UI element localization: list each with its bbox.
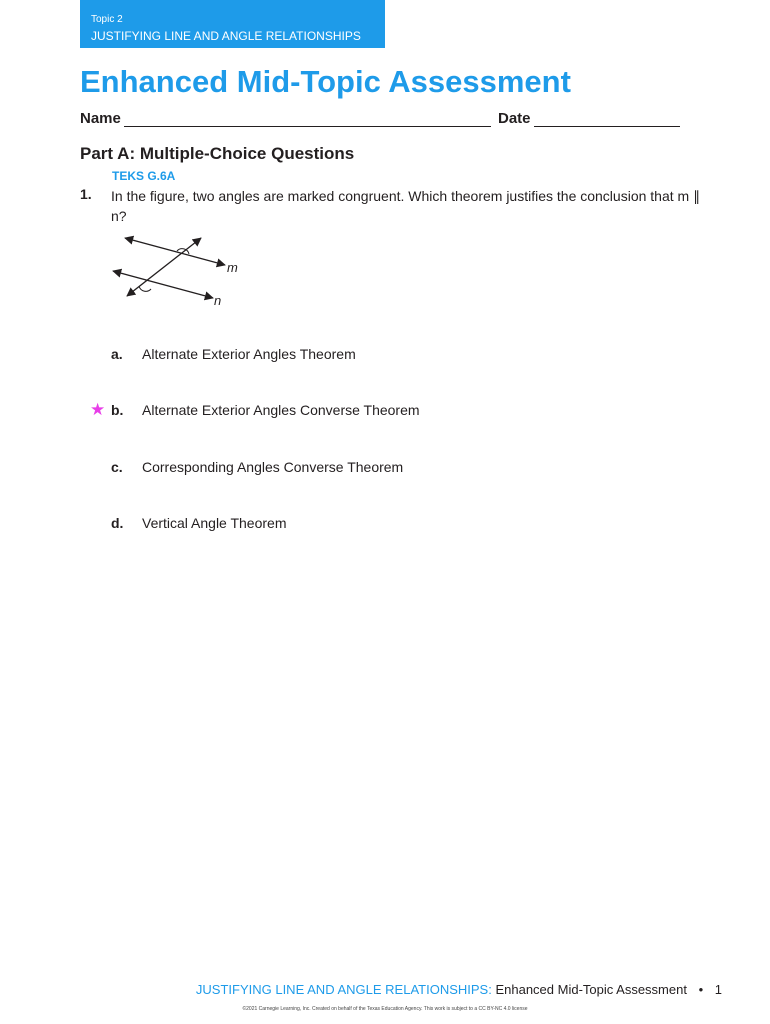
topic-banner: [80, 0, 385, 48]
parallel-lines-figure: [105, 230, 255, 320]
line-n: [113, 271, 213, 298]
copyright-notice: ©2021 Carnegie Learning, Inc. Created on behalf of the Texas Education Agency. This work is subject to a CC BY-NC 4.0 license: [242, 1006, 528, 1012]
line-m: [125, 238, 225, 265]
teks-label: TEKS G.6A: [112, 169, 176, 183]
transversal: [127, 238, 201, 296]
page-title: Enhanced Mid-Topic Assessment: [80, 64, 571, 99]
choice-b[interactable]: [90, 400, 590, 420]
choice-text: Alternate Exterior Angles Theorem: [142, 346, 356, 362]
question-text: In the figure, two angles are marked congruent. Which theorem justifies the conclusion that m ∥ n?: [111, 188, 701, 224]
question-number: 1.: [80, 186, 92, 202]
label-n: n: [214, 293, 222, 308]
date-label: Date: [498, 110, 531, 127]
name-label: Name: [80, 110, 121, 127]
figure-svg: [105, 230, 255, 315]
star-icon: ★: [90, 400, 106, 419]
part-heading: Part A: Multiple-Choice Questions: [80, 144, 355, 163]
label-m: m: [227, 260, 238, 275]
choice-d[interactable]: [90, 513, 590, 533]
footer-topic: JUSTIFYING LINE AND ANGLE RELATIONSHIPS:: [195, 982, 492, 997]
choice-text: Corresponding Angles Converse Theorem: [142, 459, 404, 475]
angle-mark-bottom: [139, 286, 151, 291]
choice-c[interactable]: [90, 457, 590, 477]
choice-letter: d.: [111, 515, 124, 531]
choice-letter: a.: [111, 346, 123, 362]
topic-title: JUSTIFYING LINE AND ANGLE RELATIONSHIPS: [91, 29, 361, 43]
page-footer: [196, 982, 722, 997]
choice-text: Alternate Exterior Angles Converse Theorem: [142, 402, 420, 418]
choice-text: Vertical Angle Theorem: [142, 515, 287, 531]
choice-a[interactable]: [90, 344, 590, 364]
topic-label: Topic 2: [91, 14, 123, 25]
date-line[interactable]: [534, 112, 680, 127]
choice-letter: b.: [111, 402, 124, 418]
footer-doc: Enhanced Mid-Topic Assessment: [495, 982, 687, 997]
date-field[interactable]: [498, 110, 680, 127]
page-number: 1: [714, 982, 722, 997]
name-line[interactable]: [124, 112, 491, 127]
name-field[interactable]: [80, 110, 491, 127]
footer-separator: •: [698, 982, 704, 997]
choice-letter: c.: [111, 459, 123, 475]
